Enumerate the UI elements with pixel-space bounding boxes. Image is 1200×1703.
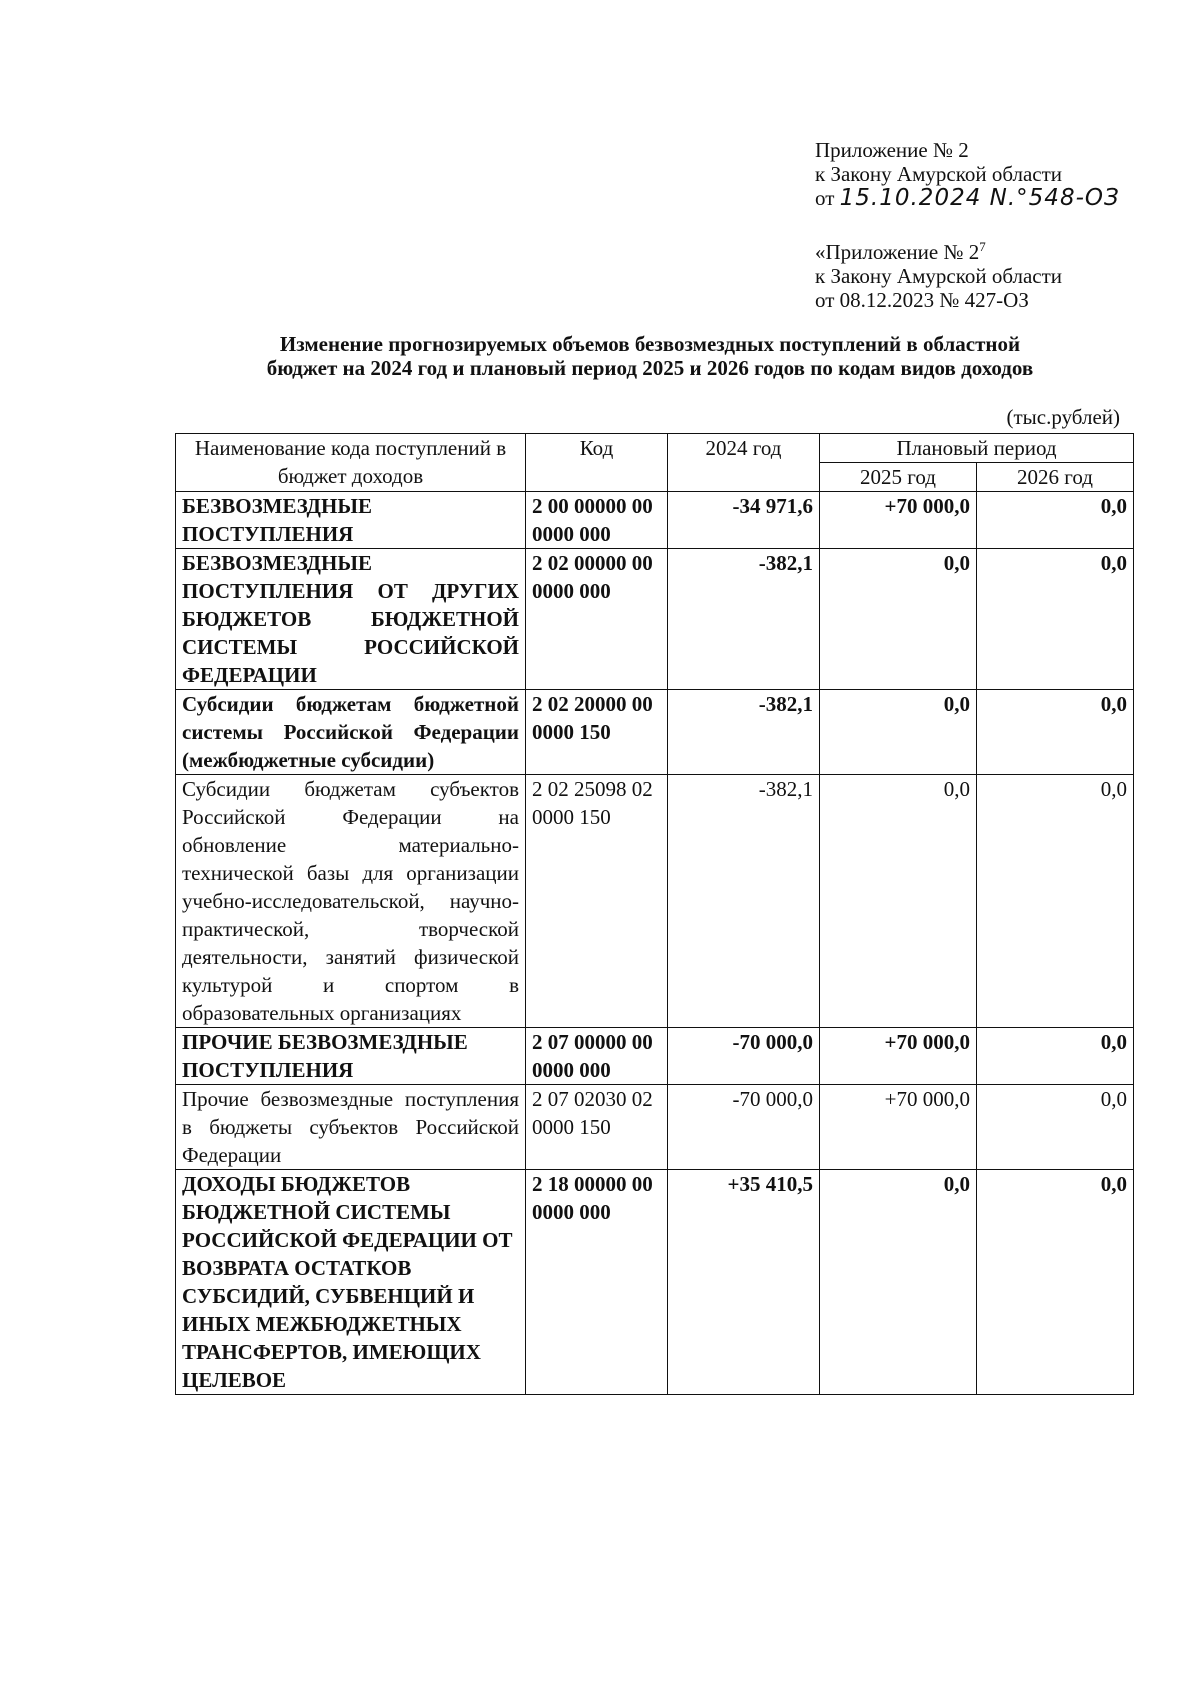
row-code: 2 02 20000 00 0000 150 <box>526 690 668 775</box>
row-2025: +70 000,0 <box>820 1028 977 1085</box>
appendix-law: к Закону Амурской области <box>815 162 1063 186</box>
appendix-date-prefix: от <box>815 186 835 210</box>
appendix-title: Приложение № 2 <box>815 138 969 162</box>
previous-appendix-header <box>815 235 1062 312</box>
prev-appendix-title: «Приложение № $2^7$ <box>815 239 986 264</box>
row-name: ДОХОДЫ БЮДЖЕТОВ БЮДЖЕТНОЙ СИСТЕМЫ РОССИЙСКОЙ ФЕДЕРАЦИИ ОТ ВОЗВРАТА ОСТАТКОВ СУБСИДИЙ, СУБВЕНЦИЙ И ИНЫХ МЕЖБЮДЖЕТНЫХ ТРАНСФЕРТОВ, ИМЕЮЩИХ ЦЕЛЕВОЕ <box>176 1170 526 1395</box>
row-2026: 0,0 <box>977 1085 1134 1170</box>
header-code: Код <box>526 434 668 492</box>
table-row <box>176 1170 1134 1395</box>
row-2026: 0,0 <box>977 492 1134 549</box>
row-2025: 0,0 <box>820 549 977 690</box>
row-2024: +35 410,5 <box>668 1170 820 1395</box>
row-name: Прочие безвозмездные поступления в бюджеты субъектов Российской Федерации <box>176 1085 526 1170</box>
row-2024: -382,1 <box>668 775 820 1028</box>
document-title <box>170 332 1130 380</box>
row-code: 2 18 00000 00 0000 000 <box>526 1170 668 1395</box>
title-line-1: Изменение прогнозируемых объемов безвозмездных поступлений в областной <box>279 332 1021 356</box>
appendix-date <box>815 186 1120 210</box>
row-2025: 0,0 <box>820 690 977 775</box>
row-2026: 0,0 <box>977 775 1134 1028</box>
prev-appendix-law: к Закону Амурской области <box>815 264 1063 288</box>
header-name: Наименование кода поступлений в бюджет доходов <box>176 434 526 492</box>
row-name: Субсидии бюджетам субъектов Российской Федерации на обновление материально-технической базы для организации учебно-исследовательской, научно-практической, творческой деятельности, занятий физической культурой и спортом в образовательных организациях <box>176 775 526 1028</box>
table-row <box>176 549 1134 690</box>
prev-appendix-date: от 08.12.2023 № 427-ОЗ <box>815 288 1029 312</box>
row-code: 2 07 02030 02 0000 150 <box>526 1085 668 1170</box>
header-plan-period: Плановый период <box>820 434 1134 463</box>
row-2026: 0,0 <box>977 690 1134 775</box>
header-2024: 2024 год <box>668 434 820 492</box>
row-2025: +70 000,0 <box>820 1085 977 1170</box>
header-2026: 2026 год <box>977 463 1134 492</box>
units-label: (тыс.рублей) <box>1006 405 1120 429</box>
row-name: БЕЗВОЗМЕЗДНЫЕ ПОСТУПЛЕНИЯ <box>176 492 526 549</box>
row-2024: -70 000,0 <box>668 1085 820 1170</box>
row-name: БЕЗВОЗМЕЗДНЫЕ ПОСТУПЛЕНИЯ ОТ ДРУГИХ БЮДЖЕТОВ БЮДЖЕТНОЙ СИСТЕМЫ РОССИЙСКОЙ ФЕДЕРАЦИИ <box>176 549 526 690</box>
row-name: ПРОЧИЕ БЕЗВОЗМЕЗДНЫЕ ПОСТУПЛЕНИЯ <box>176 1028 526 1085</box>
row-2024: -382,1 <box>668 690 820 775</box>
handwritten-date-signature: 15.10.2024 N.°548-ОЗ <box>839 185 1120 211</box>
row-2024: -382,1 <box>668 549 820 690</box>
row-code: 2 02 00000 00 0000 000 <box>526 549 668 690</box>
row-2025: 0,0 <box>820 1170 977 1395</box>
row-2026: 0,0 <box>977 1028 1134 1085</box>
row-2026: 0,0 <box>977 549 1134 690</box>
title-line-2: бюджет на 2024 год и плановый период 2025 и 2026 годов по кодам видов доходов <box>266 356 1034 380</box>
prev-appendix-superscript: 7 <box>979 239 986 254</box>
table-row <box>176 1028 1134 1085</box>
income-changes-table <box>175 433 1134 1395</box>
row-code: 2 00 00000 00 0000 000 <box>526 492 668 549</box>
row-2026: 0,0 <box>977 1170 1134 1395</box>
table-row <box>176 1085 1134 1170</box>
appendix-header <box>815 138 1120 210</box>
row-2025: +70 000,0 <box>820 492 977 549</box>
row-code: 2 02 25098 02 0000 150 <box>526 775 668 1028</box>
row-code: 2 07 00000 00 0000 000 <box>526 1028 668 1085</box>
row-2025: 0,0 <box>820 775 977 1028</box>
row-2024: -70 000,0 <box>668 1028 820 1085</box>
table-row <box>176 492 1134 549</box>
header-2025: 2025 год <box>820 463 977 492</box>
row-2024: -34 971,6 <box>668 492 820 549</box>
table-row <box>176 775 1134 1028</box>
table-row <box>176 690 1134 775</box>
row-name: Субсидии бюджетам бюджетной системы Российской Федерации (межбюджетные субсидии) <box>176 690 526 775</box>
